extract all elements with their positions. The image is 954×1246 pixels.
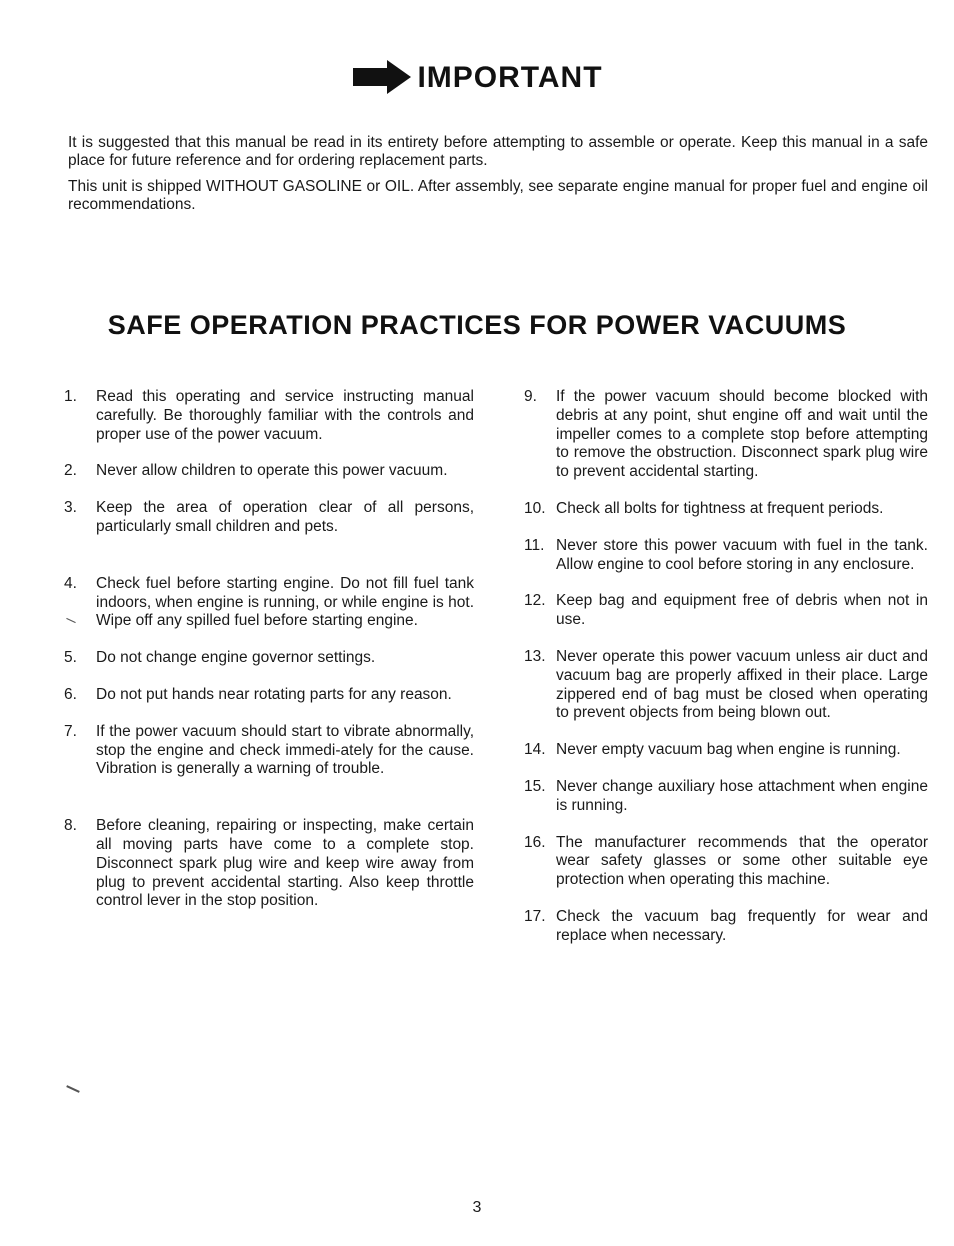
rule-item xyxy=(64,723,474,779)
rule-number: 7. xyxy=(64,722,77,740)
rule-number: 4. xyxy=(64,574,77,592)
page-number: 3 xyxy=(472,1199,482,1216)
intro-paragraph-manual xyxy=(68,134,928,170)
rule-number: 5. xyxy=(64,649,77,667)
important-header xyxy=(0,58,954,98)
rule-item xyxy=(524,648,928,723)
important-title: IMPORTANT xyxy=(417,61,603,94)
rule-text: Never operate this power vacuum unless air duct and vacuum bag are properly affixed in their place. Large zippered end of bag must be closed when operating to prevent objects from being blown out. xyxy=(556,647,928,722)
rule-item xyxy=(524,908,928,946)
intro-text: This unit is shipped WITHOUT GASOLINE or OIL. After assembly, see separate engine manual for proper fuel and engine oil recommendations. xyxy=(68,178,928,213)
rule-text: Never empty vacuum bag when engine is running. xyxy=(556,741,901,759)
rule-item xyxy=(524,500,928,519)
rule-item xyxy=(64,649,474,668)
rule-item xyxy=(524,834,928,890)
intro-text: It is suggested that this manual be read in its entirety before attempting to assemble or operate. Keep this manual in a safe place for future reference and for ordering replacement parts. xyxy=(68,134,928,169)
rule-number: 10. xyxy=(524,499,546,517)
rule-text: Keep the area of operation clear of all persons, particularly small children and pets. xyxy=(96,499,474,535)
rule-text: Never change auxiliary hose attachment when engine is running. xyxy=(556,777,928,814)
rule-number: 12. xyxy=(524,592,546,610)
rule-item xyxy=(524,778,928,816)
rule-text: If the power vacuum should start to vibrate abnormally, stop the engine and check immedi-ately for the cause. Vibration is generally a warning of trouble. xyxy=(96,722,474,778)
rule-text: Do not put hands near rotating parts for any reason. xyxy=(96,685,452,703)
rule-number: 3. xyxy=(64,499,77,517)
rule-item xyxy=(64,499,474,537)
rule-item xyxy=(64,575,474,631)
rule-text: Check the vacuum bag frequently for wear and replace when necessary. xyxy=(556,907,928,944)
rule-item xyxy=(64,817,474,911)
rule-number: 1. xyxy=(64,388,77,405)
rule-text: Never allow children to operate this power vacuum. xyxy=(96,462,448,480)
rules-right-column xyxy=(524,388,928,964)
rule-item xyxy=(524,388,928,482)
rule-number: 11. xyxy=(524,536,545,554)
rule-number: 2. xyxy=(64,462,77,480)
rule-text: Never store this power vacuum with fuel in the tank. Allow engine to cool before storing in any enclosure. xyxy=(556,536,928,573)
section-title: SAFE OPERATION PRACTICES FOR POWER VACUUMS xyxy=(107,310,847,340)
rule-number: 9. xyxy=(524,388,537,405)
rule-text: Check all bolts for tightness at frequent periods. xyxy=(556,499,884,517)
rule-item xyxy=(64,686,474,705)
rule-number: 8. xyxy=(64,817,77,835)
rule-number: 17. xyxy=(524,907,546,925)
rule-text: Do not change engine governor settings. xyxy=(96,649,376,667)
rule-number: 14. xyxy=(524,741,546,759)
intro-paragraph-shipping xyxy=(68,178,928,214)
rule-text: Before cleaning, repairing or inspecting, make certain all moving parts have come to a complete stop. Disconnect spark plug wire and keep wire away from plug to prevent accidental starting. Also keep throttle control lever in the stop position. xyxy=(96,817,474,910)
rule-text: If the power vacuum should become blocked with debris at any point, shut engine off and wait until the impeller comes to a complete stop before attempting to remove the obstruction. Disconnect spark plug wire to prevent accidental starting. xyxy=(556,388,928,481)
scan-artifact xyxy=(66,1085,80,1093)
right-arrow-icon xyxy=(351,58,413,98)
rule-number: 6. xyxy=(64,685,77,703)
rule-text: Keep bag and equipment free of debris when not in use. xyxy=(556,592,928,629)
rule-text: The manufacturer recommends that the operator wear safety glasses or some other suitable eye protection when operating this machine. xyxy=(556,833,928,889)
rule-item xyxy=(524,592,928,630)
rule-number: 13. xyxy=(524,647,546,665)
rule-number: 15. xyxy=(524,777,546,795)
rule-number: 16. xyxy=(524,833,546,851)
rule-item xyxy=(64,462,474,481)
rule-item xyxy=(64,388,474,444)
rule-item xyxy=(524,537,928,575)
rules-left-column xyxy=(64,388,474,929)
rule-item xyxy=(524,741,928,760)
rule-text: Read this operating and service instructing manual carefully. Be thoroughly familiar with the controls and proper use of the power vacuum. xyxy=(96,388,474,443)
rule-text: Check fuel before starting engine. Do not fill fuel tank indoors, when engine is running, or while engine is hot. Wipe off any spilled fuel before starting engine. xyxy=(96,574,474,630)
